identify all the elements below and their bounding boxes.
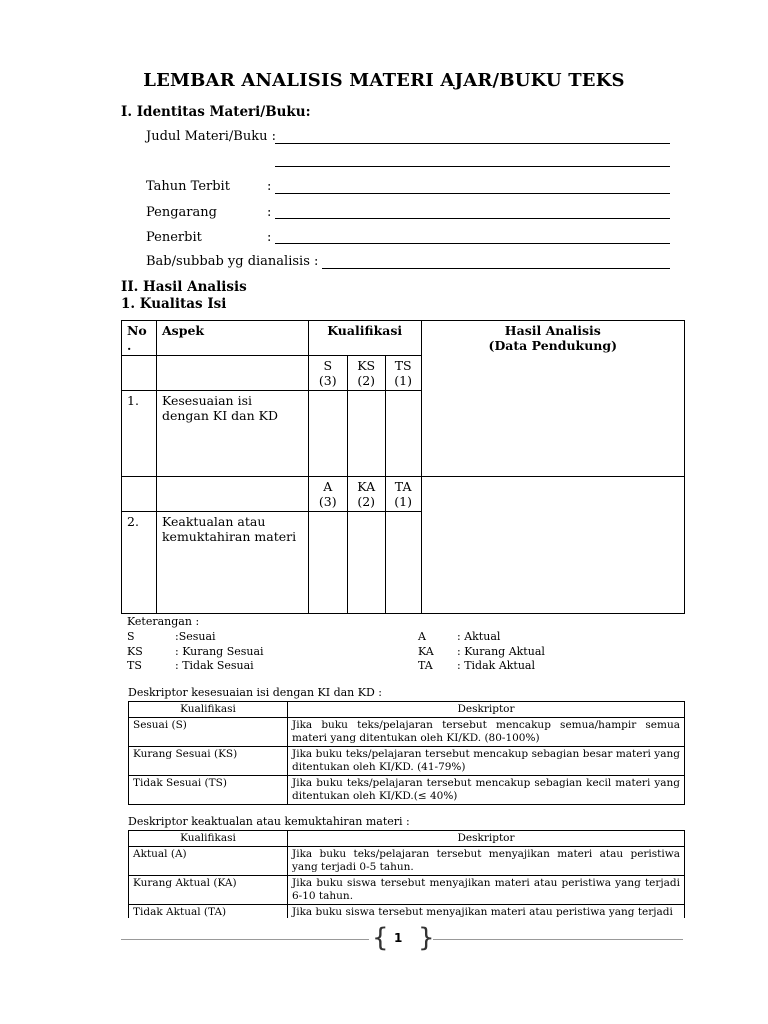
descriptor1-table: [128, 701, 685, 805]
legend-code: TS: [127, 659, 142, 672]
score-cell[interactable]: [347, 391, 385, 477]
field-judul-line[interactable]: [275, 143, 670, 144]
row-no: 2.: [122, 512, 157, 614]
table-row: Tidak Aktual (TA) Jika buku siswa tersebut menyajikan materi atau peristiwa yang terjadi: [129, 905, 685, 921]
code-cell[interactable]: KS (2): [347, 356, 385, 391]
descriptor2-caption: Deskriptor keaktualan atau kemuktahiran materi :: [128, 815, 410, 828]
legend-desc: :Sesuai: [175, 630, 216, 643]
row-aspek: Keaktualan atau kemuktahiran materi: [156, 512, 308, 614]
header-kualifikasi: Kualifikasi: [308, 321, 421, 356]
code-cell[interactable]: S (3): [308, 356, 347, 391]
legend-desc: : Kurang Aktual: [457, 645, 545, 658]
legend-desc: : Kurang Sesuai: [175, 645, 264, 658]
field-tahun-line[interactable]: [275, 193, 670, 194]
right-brace-icon: }: [418, 923, 435, 953]
legend-code: KS: [127, 645, 143, 658]
code-cell[interactable]: TA (1): [385, 477, 421, 512]
legend-code: A: [418, 630, 426, 643]
footer-rule-right: [433, 939, 683, 940]
field-pengarang-sep: :: [267, 205, 272, 220]
legend-desc: : Tidak Aktual: [457, 659, 536, 672]
legend-code: TA: [418, 659, 433, 672]
header-hasil-title: Hasil Analisis: [504, 323, 601, 338]
descriptor2-table: [128, 830, 685, 921]
row-no: 1.: [122, 391, 157, 477]
field-judul-label: Judul Materi/Buku :: [146, 129, 277, 144]
section-hasil-heading: II. Hasil Analisis: [121, 279, 247, 295]
legend-code: S: [127, 630, 135, 643]
field-pengarang-line[interactable]: [275, 218, 670, 219]
legend-code: KA: [418, 645, 434, 658]
header-aspek: Aspek: [156, 321, 308, 356]
field-bab-line[interactable]: [322, 268, 670, 269]
score-cell[interactable]: [385, 391, 421, 477]
field-bab-label: Bab/subbab yg dianalisis: [146, 254, 310, 269]
header-hasil-analisis: [421, 321, 684, 477]
left-brace-icon: {: [372, 923, 389, 953]
legend-desc: : Aktual: [457, 630, 501, 643]
score-cell[interactable]: [347, 512, 385, 614]
score-cell[interactable]: [308, 512, 347, 614]
field-penerbit-sep: :: [267, 230, 272, 245]
table-row-codes-2: [122, 477, 685, 512]
header-no: No .: [122, 321, 157, 356]
field-penerbit-label: Penerbit: [146, 230, 202, 245]
footer-rule-left: [121, 939, 369, 940]
descriptor-header-row: Kualifikasi Deskriptor: [129, 702, 685, 718]
section-identitas-heading: I. Identitas Materi/Buku:: [121, 104, 311, 120]
code-cell[interactable]: A (3): [308, 477, 347, 512]
field-judul-line-2[interactable]: [275, 166, 670, 167]
table-row: Sesuai (S) Jika buku teks/pelajaran tersebut mencakup semua/hampir semua materi yang ditentukan oleh KI/KD. (80-100%): [129, 718, 685, 747]
page-number: 1: [394, 931, 403, 945]
field-tahun-label: Tahun Terbit: [146, 179, 230, 194]
analysis-table: [121, 320, 685, 614]
code-cell[interactable]: KA (2): [347, 477, 385, 512]
table-row: Tidak Sesuai (TS) Jika buku teks/pelajaran tersebut mencakup sebagian kecil materi yang ditentukan oleh KI/KD.(≤ 40%): [129, 776, 685, 805]
table-header-row: [122, 321, 685, 356]
field-tahun-sep: :: [267, 179, 272, 194]
table-row: Kurang Sesuai (KS) Jika buku teks/pelajaran tersebut mencakup sebagian besar materi yang ditentukan oleh KI/KD. (41-79%): [129, 747, 685, 776]
code-cell[interactable]: TS (1): [385, 356, 421, 391]
field-pengarang-label: Pengarang: [146, 205, 217, 220]
hasil-analisis-cell[interactable]: [421, 477, 684, 614]
keterangan-title: Keterangan :: [127, 615, 200, 628]
descriptor1-caption: Deskriptor kesesuaian isi dengan KI dan KD :: [128, 686, 383, 699]
legend-desc: : Tidak Sesuai: [175, 659, 254, 672]
table-row: Aktual (A) Jika buku teks/pelajaran tersebut menyajikan materi atau peristiwa yang terjadi 0-5 tahun.: [129, 847, 685, 876]
header-hasil-sub: (Data Pendukung): [488, 338, 618, 353]
page-title: LEMBAR ANALISIS MATERI AJAR/BUKU TEKS: [143, 70, 625, 91]
row-aspek: Kesesuaian isi dengan KI dan KD: [156, 391, 308, 477]
field-penerbit-line[interactable]: [275, 243, 670, 244]
table-row: Kurang Aktual (KA) Jika buku siswa tersebut menyajikan materi atau peristiwa yang terjadi 6-10 tahun.: [129, 876, 685, 905]
section-kualitas-heading: 1. Kualitas Isi: [121, 296, 227, 312]
field-bab-sep: :: [314, 254, 319, 269]
score-cell[interactable]: [385, 512, 421, 614]
score-cell[interactable]: [308, 391, 347, 477]
descriptor-header-row: Kualifikasi Deskriptor: [129, 831, 685, 847]
